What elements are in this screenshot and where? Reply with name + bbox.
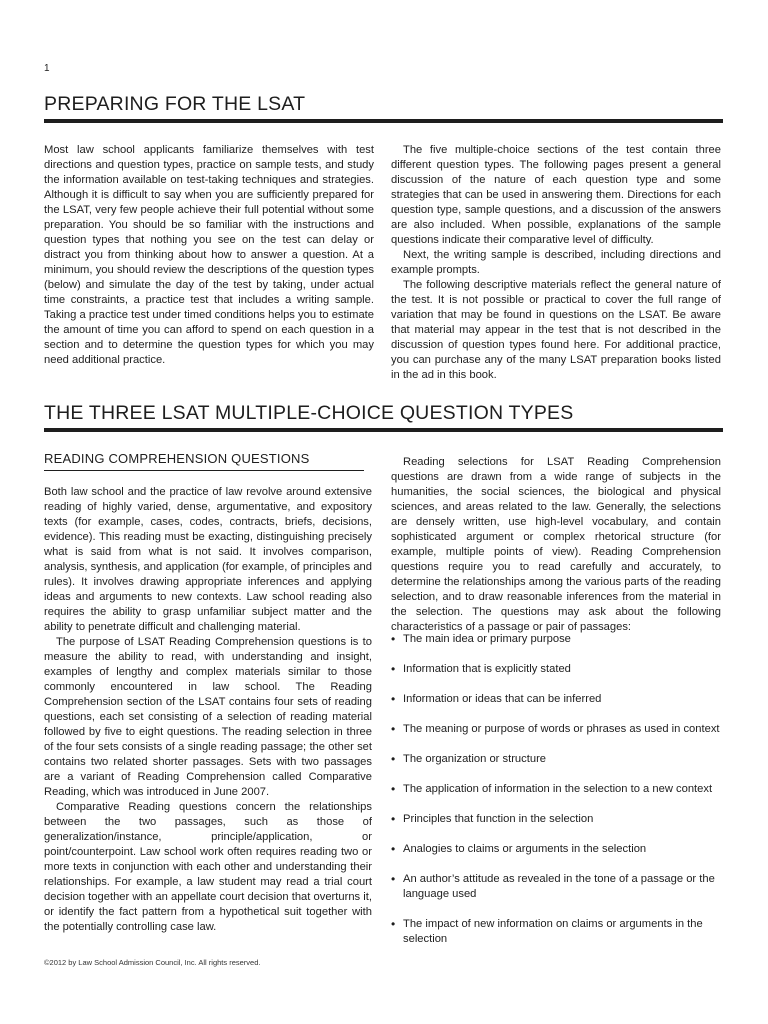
- list-item: • The organization or structure: [391, 752, 726, 767]
- list-item: • The main idea or primary purpose: [391, 632, 726, 647]
- reading-comp-right-column: [391, 455, 721, 635]
- subheading-reading-comprehension: READING COMPREHENSION QUESTIONS: [44, 451, 364, 471]
- list-item: • The application of information in the selection to a new context: [391, 782, 726, 797]
- reading-comp-left-column: [44, 451, 372, 935]
- list-item: • Principles that function in the selection: [391, 812, 726, 827]
- list-item: • Information or ideas that can be inferred: [391, 692, 726, 707]
- section-heading-question-types: THE THREE LSAT MULTIPLE-CHOICE QUESTION TYPES: [44, 402, 723, 432]
- intro-paragraph: Most law school applicants familiarize themselves with test directions and question types, practice on sample tests, and study the information available on test-taking techniques and strategies. Although it is difficult to say when you are sufficiently prepared for the LSAT, very few people achieve their full potential without some preparation. You should be so familiar with the instructions and question types that nothing you see on the test can delay or distract you from thinking about how to answer a question. At a minimum, you should review the descriptions of the question types (below) and simulate the day of the test by taking, under actual time constraints, a practice test that includes a writing sample. Taking a practice test under timed conditions helps you to estimate the amount of time you can afford to spend on each question in a section and to determine the question types for which you may need additional practice.: [44, 144, 374, 366]
- list-item: • Information that is explicitly stated: [391, 662, 726, 677]
- intro-paragraph: Next, the writing sample is described, including directions and example prompts.: [391, 249, 721, 276]
- intro-left-column: [44, 143, 374, 368]
- list-item: • Analogies to claims or arguments in the selection: [391, 842, 726, 857]
- body-paragraph: The purpose of LSAT Reading Comprehension questions is to measure the ability to read, with understanding and insight, examples of lengthy and complex materials similar to those commonly encountered in law school. The Reading Comprehension section of the LSAT contains four sets of reading questions, each set consisting of a selection of reading material followed by five to eight questions. The reading selection in three of the four sets consists of a single reading passage; the other set contains two related shorter passages. Sets with two passages are a variant of Reading Comprehension called Comparative Reading, which was introduced in June 2007.: [44, 636, 372, 798]
- list-item: • The impact of new information on claims or arguments in the selection: [391, 917, 726, 947]
- body-paragraph: Comparative Reading questions concern the relationships between the two passages, such as those of generalization/instance, principle/application, or point/counterpoint. Law school work often requires reading two or more texts in conjunction with each other and understanding their relationships. For example, a law student may read a trial court decision together with an appellate court decision that overturns it, or identify the fact pattern from a hypothetical suit together with the potentially controlling case law.: [44, 801, 372, 933]
- intro-paragraph: The five multiple-choice sections of the test contain three different question types. The following pages present a general discussion of the nature of each question type and some strategies that can be used in answering them. Directions for each question type, sample questions, and a discussion of the answers are also included. When possible, explanations of the sample questions indicate their comparative level of difficulty.: [391, 144, 721, 246]
- section-heading-preparing: PREPARING FOR THE LSAT: [44, 93, 723, 123]
- characteristics-list: [391, 632, 726, 962]
- intro-paragraph: The following descriptive materials reflect the general nature of the test. It is not possible or practical to cover the full range of variation that may be found in questions on the LSAT. Be aware that material may appear in the test that is not described in the discussion of question types found here. For additional practice, you can purchase any of the many LSAT preparation books listed in the ad in this book.: [391, 279, 721, 381]
- intro-right-column: [391, 143, 721, 383]
- copyright-footer: ©2012 by Law School Admission Council, Inc. All rights reserved.: [44, 958, 261, 967]
- page-number: 1: [44, 63, 50, 74]
- list-item: • The meaning or purpose of words or phrases as used in context: [391, 722, 726, 737]
- body-paragraph: Reading selections for LSAT Reading Comprehension questions are drawn from a wide range of subjects in the humanities, the social sciences, the biological and physical sciences, and areas related to the law. Generally, the selections are densely written, use high-level vocabulary, and contain sophisticated argument or complex rhetorical structure (for example, multiple points of view). Reading Comprehension questions require you to read carefully and accurately, to determine the relationships among the various parts of the reading selection, and to draw reasonable inferences from the material in the selection. The questions may ask about the following characteristics of a passage or pair of passages:: [391, 456, 721, 633]
- list-item: • An author’s attitude as revealed in the tone of a passage or the language used: [391, 872, 726, 902]
- body-paragraph: Both law school and the practice of law revolve around extensive reading of highly varied, dense, argumentative, and expository texts (for example, cases, codes, contracts, briefs, decisions, evidence). This reading must be exacting, distinguishing precisely what is said from what is not said. It involves comparison, analysis, synthesis, and application (for example, of principles and rules). It involves drawing appropriate inferences and applying ideas and arguments to new contexts. Law school reading also requires the ability to grasp unfamiliar subject matter and the ability to penetrate difficult and challenging material.: [44, 486, 372, 633]
